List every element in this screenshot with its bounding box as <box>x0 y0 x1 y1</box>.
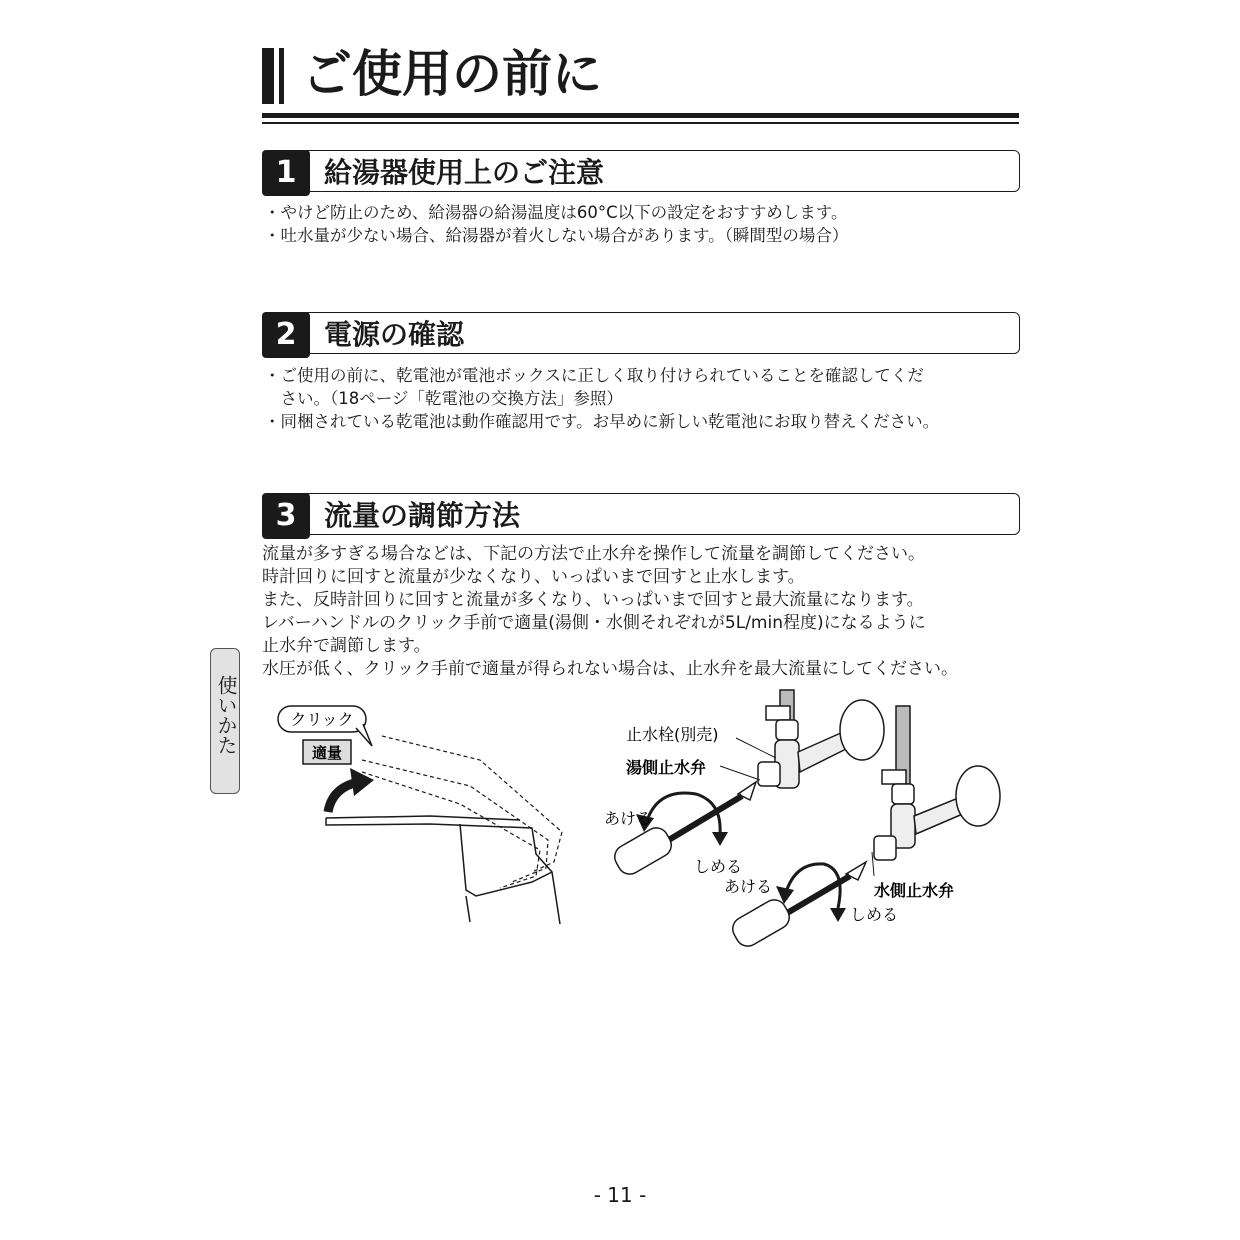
close-arrow-head-icon <box>712 832 728 846</box>
cold-hose-clip <box>882 770 906 784</box>
proper-amount-label: 適量 <box>311 744 343 762</box>
hot-valve-knob <box>758 762 780 786</box>
section-title: 電源の確認 <box>324 318 465 351</box>
lever-top-edge <box>326 816 520 820</box>
page-number: - 11 - <box>593 1183 647 1207</box>
bullet-item: ・同梱されている乾電池は動作確認用です。お早めに新しい乾電池にお取り替えください。 <box>264 412 940 431</box>
click-label: クリック <box>290 710 354 729</box>
section-1-header <box>262 150 1020 196</box>
bullet-item: さい。（18ページ「乾電池の交換方法」参照） <box>264 389 623 408</box>
cold-wall-flange <box>956 766 1000 826</box>
hot-valve-label: 湯側止水弁 <box>626 758 707 777</box>
section-2-header <box>262 312 1020 358</box>
body-paragraph: レバーハンドルのクリック手前で適量(湯側・水側それぞれが5L/min程度)になるように <box>262 613 926 633</box>
section-number: 3 <box>262 493 310 539</box>
hot-nut <box>776 720 798 740</box>
cold-valve-knob <box>874 836 896 860</box>
leader-line <box>720 766 760 780</box>
hot-hose-clip <box>766 706 790 720</box>
body-paragraph: 水圧が低く、クリック手前で適量が得られない場合は、止水弁を最大流量にしてください。 <box>262 659 958 679</box>
hot-screwdriver-handle <box>610 824 675 879</box>
body-paragraph: また、反時計回りに回すと流量が多くなり、いっぱいまで回すと最大流量になります。 <box>262 590 924 610</box>
title-rule <box>262 122 1019 124</box>
cold-close-label: しめる <box>850 905 899 924</box>
body-paragraph: 止水弁で調節します。 <box>262 636 431 656</box>
bullet-item: ・ご使用の前に、乾電池が電池ボックスに正しく取り付けられていることを確認してくだ <box>264 366 924 385</box>
stop-valve-diagram <box>600 686 1020 948</box>
section-title: 流量の調節方法 <box>324 499 521 532</box>
section-title: 給湯器使用上のご注意 <box>324 156 605 189</box>
body-paragraph: 時計回りに回すと流量が少なくなり、いっぱいまで回すと止水します。 <box>262 567 805 587</box>
hot-open-label: あける <box>604 809 653 828</box>
section-number: 1 <box>262 150 310 196</box>
side-tab-label: 使いかた <box>214 675 238 755</box>
cold-open-label: あける <box>724 877 773 896</box>
body-paragraph: 流量が多すぎる場合などは、下記の方法で止水弁を操作して流量を調節してください。 <box>262 544 925 564</box>
title-bar-decoration <box>279 48 284 104</box>
section-3-header <box>262 493 1020 539</box>
lever-handle-diagram <box>270 700 580 925</box>
title-rule <box>262 113 1019 118</box>
hot-screwdriver-shaft <box>662 796 742 844</box>
lever-click-position <box>362 760 548 882</box>
title-bar-decoration <box>262 48 274 104</box>
close-arrow-head-icon <box>830 908 846 922</box>
lever-body <box>326 818 560 924</box>
cold-nut <box>892 784 914 804</box>
lever-proper-position <box>362 772 540 888</box>
section-number: 2 <box>262 312 310 358</box>
hot-wall-flange <box>840 700 884 760</box>
click-callout-tail <box>356 724 372 746</box>
faucet-base <box>466 896 470 922</box>
stop-valve-label: 止水栓(別売) <box>626 725 719 744</box>
bullet-item: ・吐水量が少ない場合、給湯器が着火しない場合があります。（瞬間型の場合） <box>264 226 849 245</box>
cold-valve-label: 水側止水弁 <box>874 881 955 900</box>
side-tab-usage[interactable] <box>210 648 240 794</box>
leader-line <box>736 738 776 758</box>
bullet-item: ・やけど防止のため、給湯器の給湯温度は60°C以下の設定をおすすめします。 <box>264 203 848 222</box>
hot-close-label: しめる <box>694 857 743 876</box>
page-title-text: ご使用の前に <box>302 45 602 103</box>
